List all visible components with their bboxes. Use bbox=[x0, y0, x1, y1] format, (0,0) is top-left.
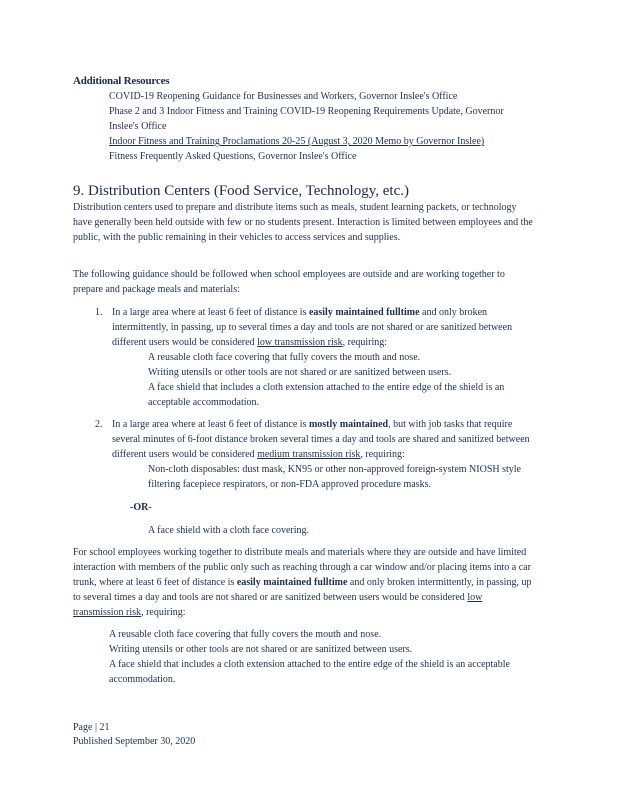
resource-link[interactable]: COVID-19 Reopening Guidance for Businesses and Workers, Governor Inslee's Office bbox=[109, 91, 458, 102]
resources-list bbox=[73, 89, 535, 164]
emphasis-text: mostly maintained bbox=[308, 419, 389, 430]
page-footer bbox=[73, 721, 195, 749]
emphasis-text: easily maintained fulltime bbox=[236, 577, 348, 588]
item-number: 1. bbox=[95, 307, 103, 318]
resource-link[interactable]: Phase 2 and 3 Indoor Fitness and Training COVID-19 Reopening Requirements Update, Governor Inslee's Office bbox=[109, 106, 504, 132]
list-item bbox=[73, 104, 535, 134]
or-separator: -OR- bbox=[130, 502, 152, 513]
published-date: Published September 30, 2020 bbox=[73, 736, 196, 747]
resource-link[interactable]: Indoor Fitness and Training Proclamations 20-25 (August 3, 2020 Memo by Governor Inslee) bbox=[109, 136, 485, 147]
intro-paragraph: Distribution centers used to prepare and distribute items such as meals, student learning packets, or technology have generally been held outside with few or no students present. Interaction is limited between employees and the public, with the public remaining in their vehicles to access services and supplies. bbox=[73, 202, 533, 243]
sub-list bbox=[73, 523, 535, 538]
item-text: In a large area where at least 6 feet of distance is mostly maintained, but with job tasks that require several minutes of 6-foot distance broken several times a day and tools are shared and sanitized between different users would be considered medium transmission risk, requiring: bbox=[112, 419, 530, 460]
list-item: Writing utensils or other tools are not shared or are sanitized between users. bbox=[148, 367, 452, 378]
list-item: A face shield that includes a cloth extension attached to the entire edge of the shield is an acceptable accommodation. bbox=[148, 382, 505, 408]
list-item bbox=[73, 134, 535, 149]
numbered-item-2 bbox=[73, 417, 535, 538]
list-item: A face shield with a cloth face covering. bbox=[148, 525, 310, 536]
list-item: A reusable cloth face covering that fully covers the mouth and nose. bbox=[148, 352, 421, 363]
final-requirements bbox=[73, 627, 535, 687]
page-number: Page | 21 bbox=[73, 722, 110, 733]
school-employees-paragraph: For school employees working together to distribute meals and materials where they are outside and have limited interaction with members of the public only such as reaching through a car window and/or placing items into a car trunk, where at least 6 feet of distance is easily maintained fulltime and only broken intermittently, in passing, up to several times a day and tools are not shared or are sanitized between users would be considered low transmission risk, requiring: bbox=[73, 547, 532, 618]
item-number: 2. bbox=[95, 419, 103, 430]
additional-resources bbox=[73, 74, 535, 164]
list-item bbox=[73, 149, 535, 164]
additional-resources-heading: Additional Resources bbox=[73, 75, 170, 87]
list-item bbox=[73, 305, 535, 410]
list-item: A reusable cloth face covering that fully covers the mouth and nose. bbox=[109, 629, 382, 640]
numbered-item-1 bbox=[73, 305, 535, 410]
risk-link[interactable]: medium transmission risk bbox=[257, 449, 361, 460]
list-item: A face shield that includes a cloth extension attached to the entire edge of the shield is an acceptable accommodation. bbox=[109, 659, 510, 685]
risk-link[interactable]: low transmission risk bbox=[73, 592, 483, 618]
list-item bbox=[73, 417, 535, 492]
list-item bbox=[73, 89, 535, 104]
sub-list bbox=[112, 350, 535, 410]
guidance-intro: The following guidance should be followed when school employees are outside and are working together to prepare and package meals and materials: bbox=[73, 269, 505, 295]
sub-list bbox=[112, 462, 535, 492]
list-item: Writing utensils or other tools are not shared or are sanitized between users. bbox=[109, 644, 413, 655]
list-item: Non-cloth disposables: dust mask, KN95 or other non-approved foreign-system NIOSH style filtering facepiece respirators, or non-FDA approved procedure masks. bbox=[148, 464, 521, 490]
item-text: In a large area where at least 6 feet of distance is easily maintained fulltime and only broken intermittently, in passing, up to several times a day and tools are not shared or are sanitized between different users would be considered low transmission risk, requiring: bbox=[112, 307, 513, 348]
section-heading: 9. Distribution Centers (Food Service, Technology, etc.) bbox=[73, 183, 409, 199]
emphasis-text: easily maintained fulltime bbox=[308, 307, 420, 318]
resource-link[interactable]: Fitness Frequently Asked Questions, Governor Inslee's Office bbox=[109, 151, 357, 162]
risk-link[interactable]: low transmission risk bbox=[257, 337, 343, 348]
